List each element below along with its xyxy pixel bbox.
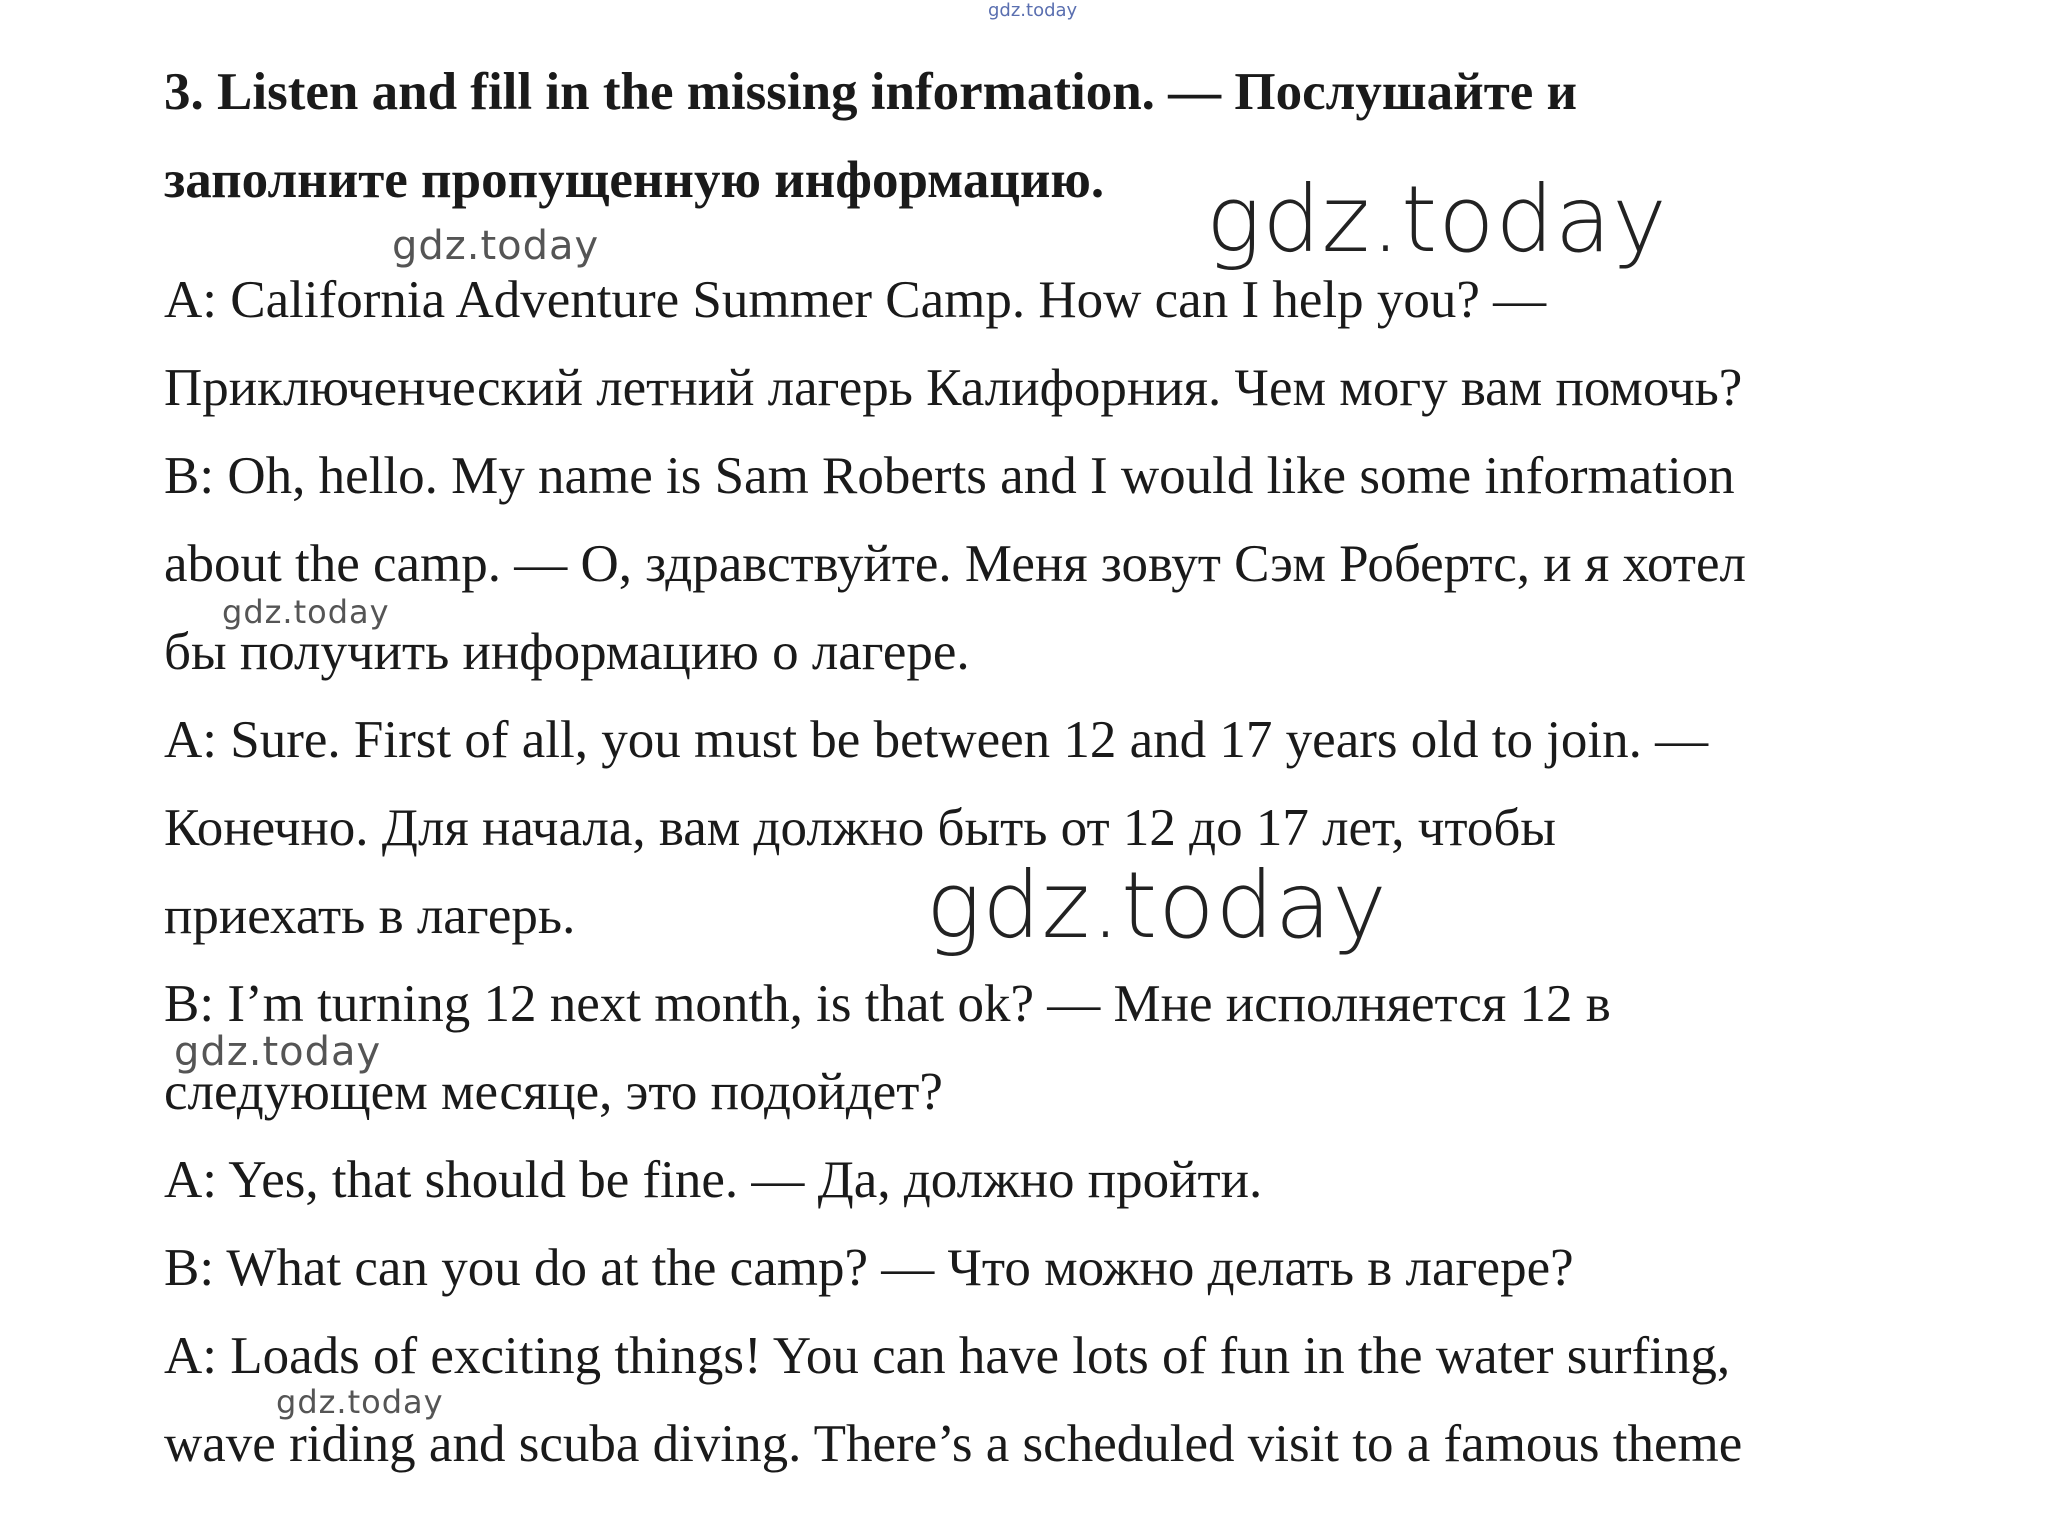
dialogue-line: B: What can you do at the camp? — Что можно делать в лагере? bbox=[164, 1239, 1574, 1297]
watermark-small: gdz.today bbox=[276, 1383, 444, 1421]
dialogue-line: B: I’m turning 12 next month, is that ok? — Мне исполняется 12 в bbox=[164, 975, 1611, 1033]
dialogue-line: about the camp. — О, здравствуйте. Меня зовут Сэм Робертс, и я хотел bbox=[164, 535, 1746, 593]
watermark-medium: gdz.today bbox=[174, 1029, 382, 1075]
exercise-heading-line-2: заполните пропущенную информацию. bbox=[164, 151, 1105, 209]
watermark-large: gdz.today bbox=[1206, 166, 1668, 273]
watermark-top: gdz.today bbox=[988, 0, 1078, 21]
dialogue-line: A: California Adventure Summer Camp. How can I help you? — bbox=[164, 271, 1547, 329]
dialogue-line: следующем месяце, это подойдет? bbox=[164, 1063, 943, 1121]
dialogue-line: A: Yes, that should be fine. — Да, должно пройти. bbox=[164, 1151, 1263, 1209]
dialogue-line: Конечно. Для начала, вам должно быть от 12 до 17 лет, чтобы bbox=[164, 799, 1556, 857]
watermark-large: gdz.today bbox=[926, 852, 1388, 959]
dialogue-line: A: Sure. First of all, you must be between 12 and 17 years old to join. — bbox=[164, 711, 1709, 769]
dialogue-line: приехать в лагерь. bbox=[164, 887, 576, 945]
watermark-small: gdz.today bbox=[222, 593, 390, 631]
dialogue-line: wave riding and scuba diving. There’s a scheduled visit to a famous theme bbox=[164, 1415, 1743, 1473]
dialogue-line: бы получить информацию о лагере. bbox=[164, 623, 970, 681]
exercise-heading-line-1: 3. Listen and fill in the missing information. — Послушайте и bbox=[164, 63, 1578, 121]
dialogue-line: Приключенческий летний лагерь Калифорния. Чем могу вам помочь? bbox=[164, 359, 1743, 417]
dialogue-line: B: Oh, hello. My name is Sam Roberts and I would like some information bbox=[164, 447, 1735, 505]
watermark-medium: gdz.today bbox=[392, 223, 600, 269]
dialogue-line: A: Loads of exciting things! You can have lots of fun in the water surfing, bbox=[164, 1327, 1731, 1385]
